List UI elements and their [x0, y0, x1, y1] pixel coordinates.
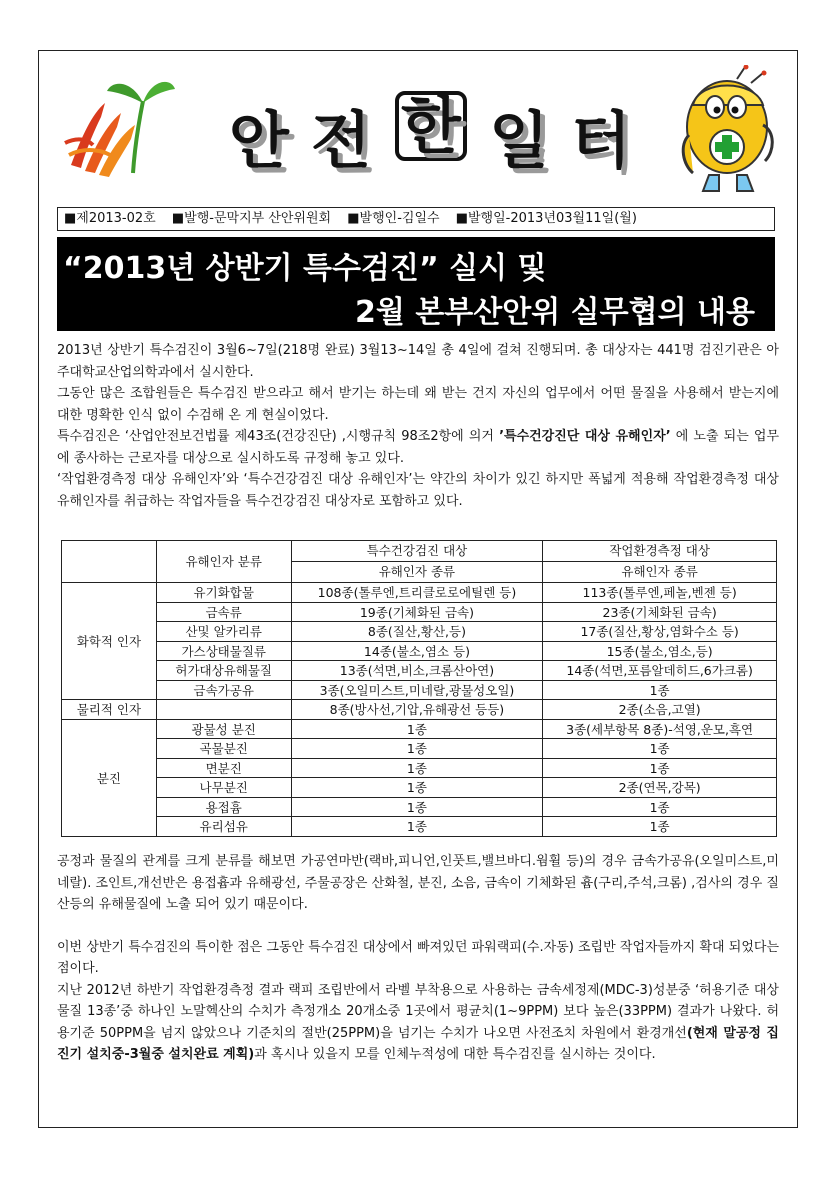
table-cell: 23종(기체화된 금속): [543, 602, 777, 622]
group-label: 화학적 인자: [62, 583, 157, 700]
table-cell: 1종: [291, 797, 543, 817]
headline-line-2: 2월 본부산안위 실무협의 내용: [355, 295, 755, 330]
table-cell: 허가대상유해물질: [156, 661, 291, 681]
issue-number: ■제2013-02호: [64, 211, 156, 226]
table-cell: 17종(질산,황상,염화수소 등): [543, 622, 777, 642]
table-header-blank: [62, 541, 157, 583]
table-cell: 금속가공유: [156, 680, 291, 700]
table-row: [62, 758, 777, 778]
table-row: [62, 817, 777, 837]
table-header-env: 작업환경측정 대상: [543, 541, 777, 562]
safety-mascot-icon: [679, 65, 779, 195]
body-paragraph: 이번 상반기 특수검진의 특이한 점은 그동안 특수검진 대상에서 빠져있던 파워랙피(수.자동) 조립반 작업자들까지 확대 되었다는 점이다.: [57, 939, 779, 976]
text-span: 특수검진은 ‘산업안전보건법률 제43조(건강진단) ,시행규칙 98조2항에 의거: [57, 429, 500, 444]
table-cell: 1종: [291, 778, 543, 798]
table-header-health-sub: 유해인자 종류: [291, 562, 543, 583]
group-label: 분진: [62, 719, 157, 836]
table-cell: 곡물분진: [156, 739, 291, 759]
headline-banner: [57, 237, 775, 331]
table-header-factor: 유해인자 분류: [156, 541, 291, 583]
table-cell: 용접흄: [156, 797, 291, 817]
table-cell: 2종(소음,고열): [543, 700, 777, 720]
table-cell: 유기화합물: [156, 583, 291, 603]
intro-paragraph: [57, 426, 779, 469]
intro-section: [57, 340, 779, 512]
table-cell: 면분진: [156, 758, 291, 778]
table-cell: 14종(석면,포름알데히드,6가크롬): [543, 661, 777, 681]
table-cell: 나무분진: [156, 778, 291, 798]
table-cell: 광물성 분진: [156, 719, 291, 739]
table-row: [62, 602, 777, 622]
body-paragraph: [57, 980, 779, 1066]
hazard-factor-table: [61, 540, 777, 837]
table-row: [62, 700, 777, 720]
table-cell: 1종: [543, 817, 777, 837]
table-cell: 1종: [543, 739, 777, 759]
title-char: 일: [489, 104, 549, 177]
table-cell: 1종: [543, 680, 777, 700]
body-paragraph: 공정과 물질의 관계를 크게 분류를 해보면 가공연마반(랙바,피니언,인풋트,밸브바디.웜휠 등)의 경우 금속가공유(오일미스트,미네랄). 조인트,개선반은 용접흄과 유해광선, 주물공장은 산화철, 분진, 소음, 금속이 기체화된 흄(구리,주석,크롬) ,검사의 경우 질산등의 유해물질에 노출 되어 있기 때문이다.: [57, 854, 779, 912]
intro-paragraph: ‘작업환경측정 대상 유해인자’와 ‘특수건강검진 대상 유해인자’는 약간의 차이가 있긴 하지만 폭넓게 적용해 작업환경측정 대상 유해인자를 취급하는 작업자들을 특수건강검진 대상자로 포함하고 있다.: [57, 472, 779, 509]
table-row: [62, 778, 777, 798]
emphasis-text: (현재 말공정 집진기 설치중-3월중 설치완료 계획): [57, 1025, 779, 1062]
issue-info-bar: [57, 207, 775, 231]
table-cell: 1종: [543, 758, 777, 778]
headline-line-1: “2013년 상반기 특수검진” 실시 및: [63, 251, 547, 286]
table-cell: 108종(톨루엔,트리클로로에틸렌 등): [291, 583, 543, 603]
publisher: ■발행-문막지부 산안위원회: [171, 211, 332, 226]
table-cell: 14종(불소,염소 등): [291, 641, 543, 661]
publish-date: ■발행일-2013년03월11일(월): [455, 211, 637, 226]
emphasis-text: ’특수건강진단 대상 유해인자’: [499, 429, 671, 444]
table-cell: 금속류: [156, 602, 291, 622]
table-row: [62, 797, 777, 817]
union-logo-icon: [63, 73, 178, 183]
table-cell: 1종: [291, 719, 543, 739]
title-char: 한: [395, 91, 467, 161]
table-cell: 산및 알카리류: [156, 622, 291, 642]
table-cell: 유리섬유: [156, 817, 291, 837]
table-cell: 3종(세부항목 8종)-석영,운모,흑연: [543, 719, 777, 739]
title-char: 터: [571, 104, 631, 177]
table-cell: 가스상태물질류: [156, 641, 291, 661]
table-cell: 8종(방사선,기압,유해광선 등등): [291, 700, 543, 720]
table-row: [62, 641, 777, 661]
table-header-health: 특수건강검진 대상: [291, 541, 543, 562]
table-cell: 1종: [543, 797, 777, 817]
table-row: [62, 583, 777, 603]
table-cell: 2종(연목,강목): [543, 778, 777, 798]
text-span: 에 노출 되는 업무에 종사하는 근로자를 대상으로 실시하도록 규정해 놓고 있다.: [57, 429, 780, 466]
table-row: [62, 719, 777, 739]
table-cell: 3종(오일미스트,미네랄,광물성오일): [291, 680, 543, 700]
editor: ■발행인-김일수: [347, 211, 440, 226]
intro-paragraph: 2013년 상반기 특수검진이 3월6~7일(218명 완료) 3월13~14일 총 4일에 걸쳐 진행되며. 총 대상자는 441명 검진기관은 아주대학교산업의학과에서 실시한다.: [57, 343, 779, 380]
table-cell: 19종(기체화된 금속): [291, 602, 543, 622]
masthead: [39, 51, 797, 201]
text-span: 지난 2012년 하반기 작업환경측정 결과 랙피 조립반에서 라벨 부착용으로 사용하는 금속세정제(MDC-3)성분중 ‘허용기준 대상물질 13종’중 하나인 노말헥산의 수치가 측정개소 20개소중 1곳에서 평균치(1~9PPM) 보다 높은(33PPM) 결과가 나왔다. 허용기준 50PPM을 넘지 않았으나 기준치의 절반(25PPM)을 넘기는 수치가 나오면 사전조치 차원에서 환경개선: [57, 982, 779, 1041]
table-row: [62, 622, 777, 642]
table-header-row: [62, 541, 777, 562]
table-row: [62, 739, 777, 759]
intro-paragraph: 그동안 많은 조합원들은 특수검진 받으라고 해서 받기는 하는데 왜 받는 건지 자신의 업무에서 어떤 물질을 사용해서 받는지에 대한 명확한 인식 없이 수검해 온 게 현실이었다.: [57, 386, 779, 423]
title-char: 안: [229, 104, 289, 177]
table-header-env-sub: 유해인자 종류: [543, 562, 777, 583]
table-row: [62, 680, 777, 700]
table-cell: 1종: [291, 739, 543, 759]
title-char: 전: [311, 104, 371, 177]
newsletter-title: [199, 91, 649, 181]
table-cell: 113종(톨루엔,페놀,벤젠 등): [543, 583, 777, 603]
newsletter-page: [38, 50, 798, 1128]
table-cell: [156, 700, 291, 720]
table-cell: 1종: [291, 817, 543, 837]
group-label: 물리적 인자: [62, 700, 157, 720]
table-cell: 8종(질산,황산,등): [291, 622, 543, 642]
analysis-section: [57, 851, 779, 1066]
table-cell: 13종(석면,비소,크롬산아연): [291, 661, 543, 681]
table-row: [62, 661, 777, 681]
table-cell: 15종(불소,염소,등): [543, 641, 777, 661]
text-span: 과 혹시나 있을지 모를 인체누적성에 대한 특수검진를 실시하는 것이다.: [254, 1047, 656, 1062]
table-cell: 1종: [291, 758, 543, 778]
